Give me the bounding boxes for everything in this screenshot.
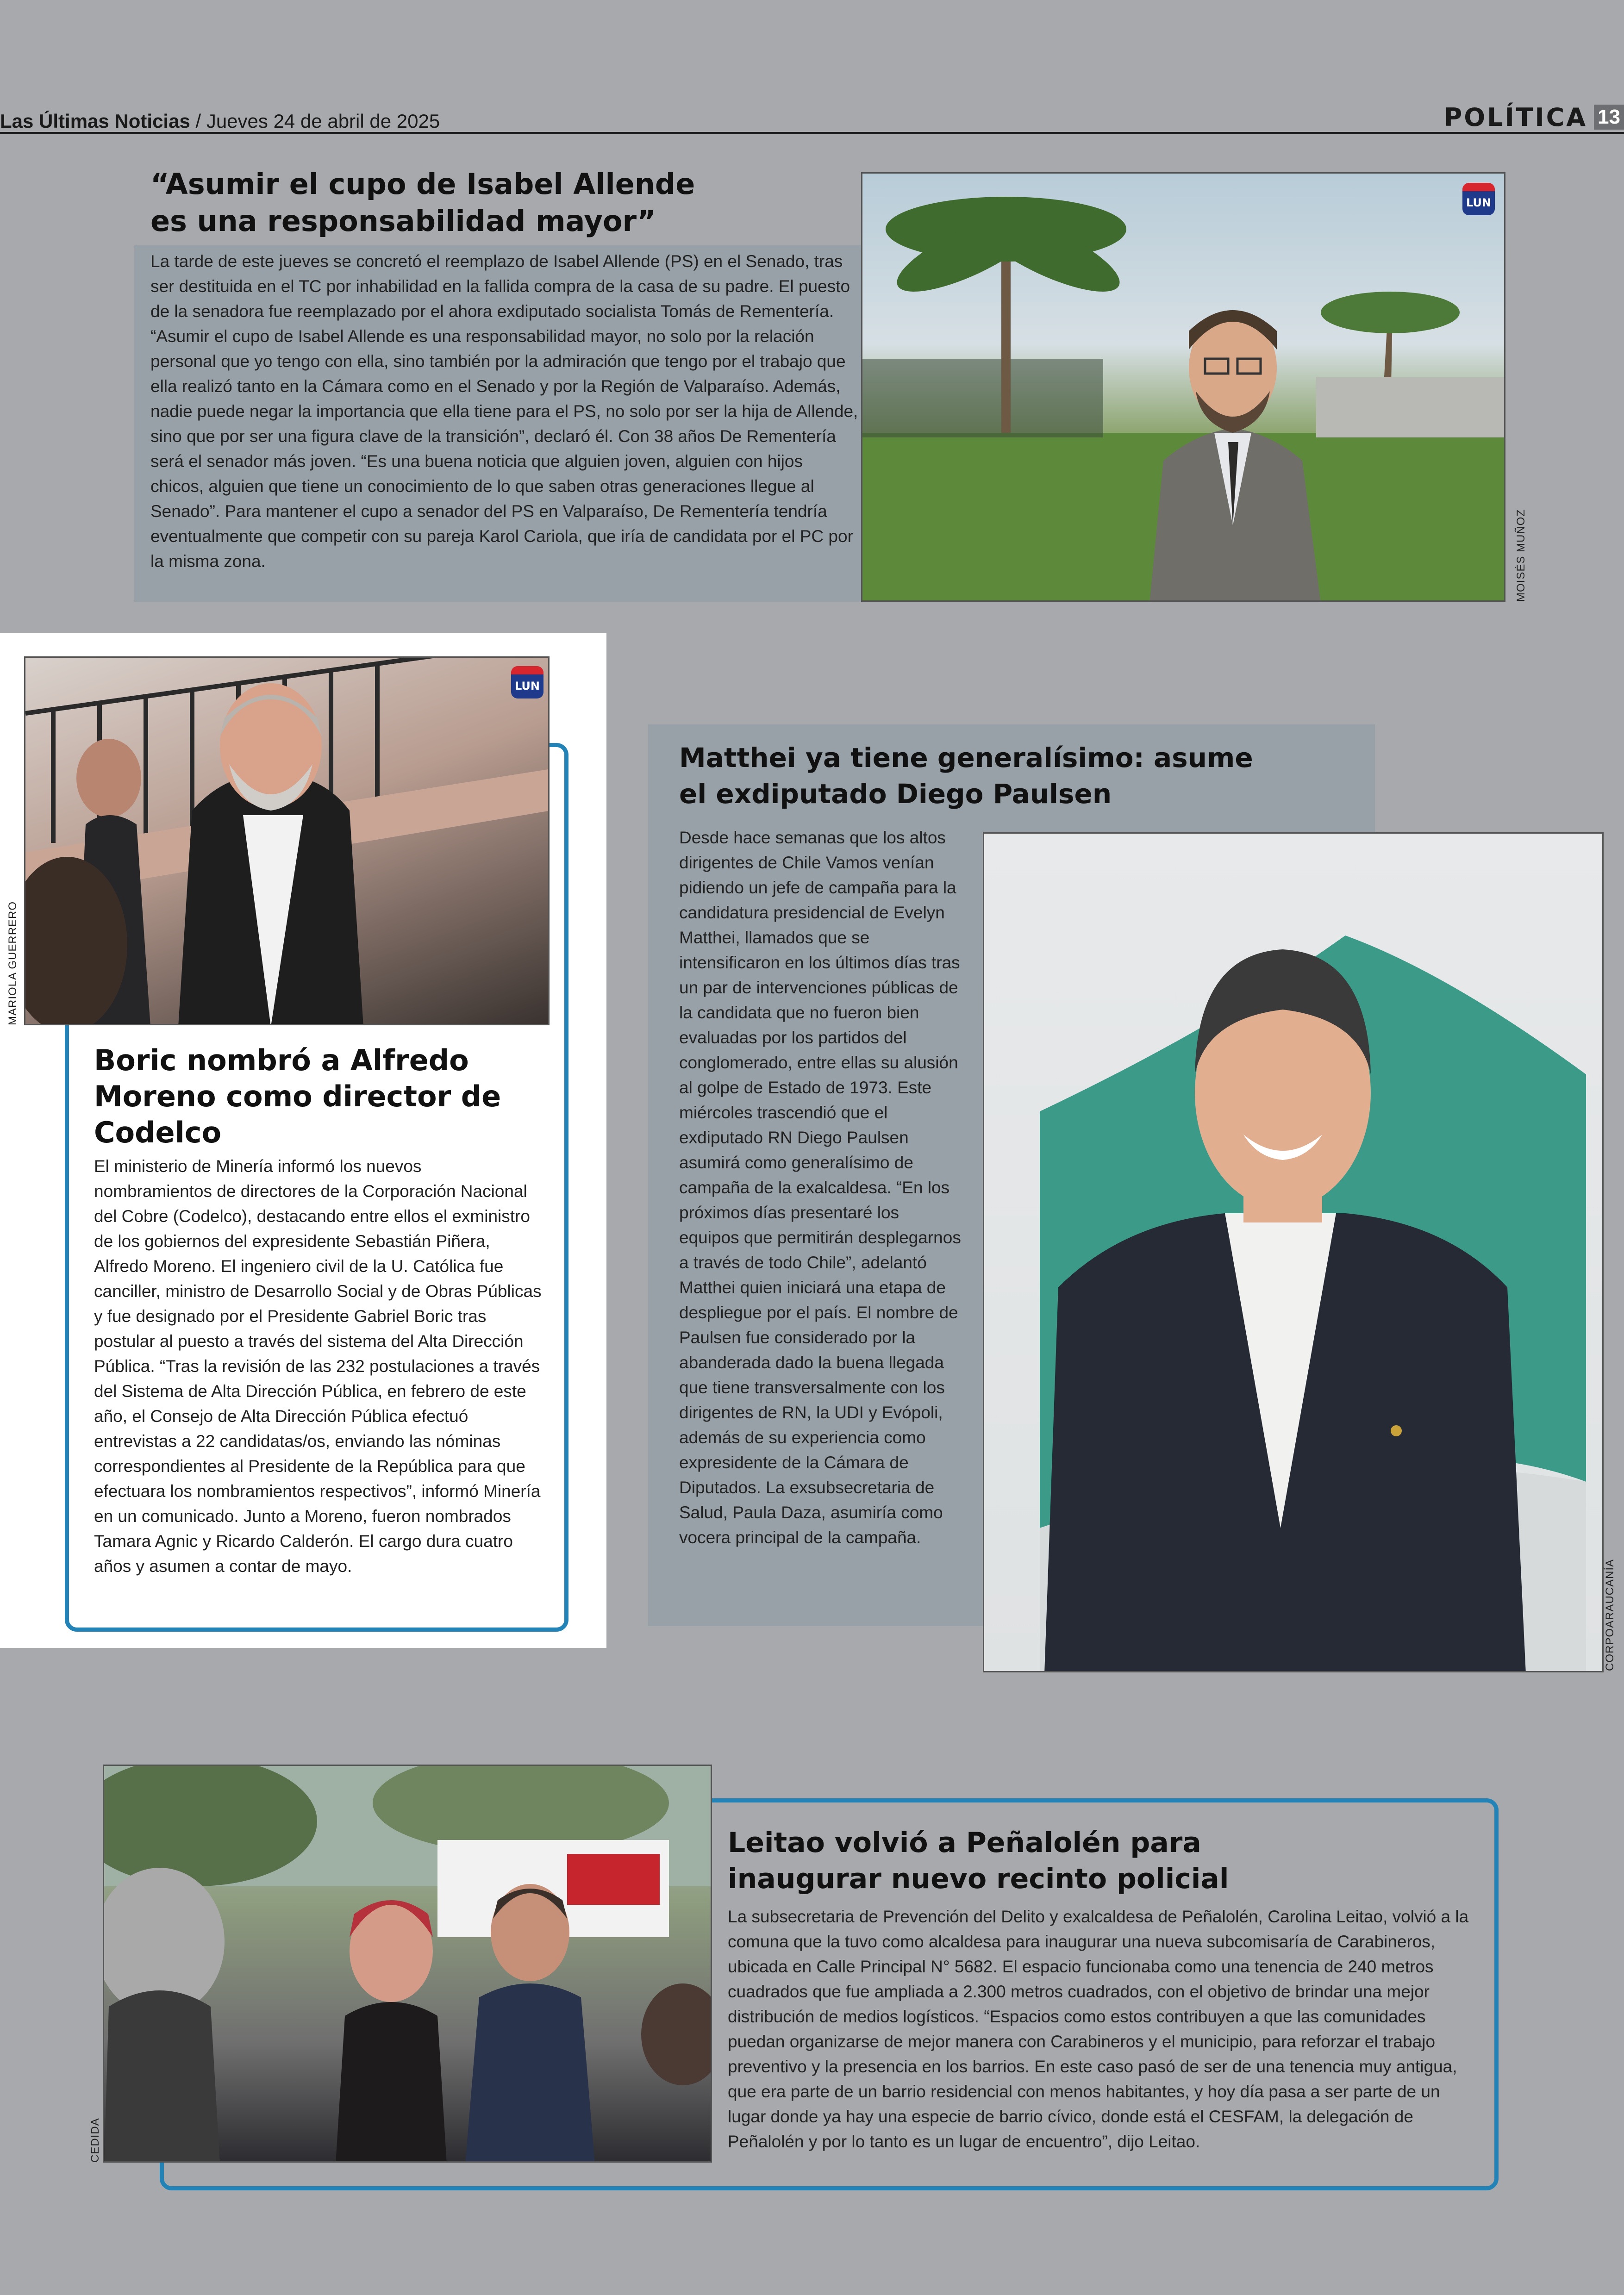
moreno-photo-illustration: [25, 658, 550, 1025]
story-leitao-body: La subsecretaria de Prevención del Delito y exalcaldesa de Peñalolén, Carolina Leitao, volvió a la comuna que la tuvo como alcaldesa para inaugurar una nueva subcomisaría de Carabineros, ubicada en Calle Principal N° 5682. El espacio funcionaba como una tenencia de 240 metros cuadrados que fue ampliada a 2.300 metros cuadrados, con el objetivo de brindar una mejor distribución de medios logísticos. “Espacios como estos contribuyen a que las comunidades puedan organizarse de mejor manera con Carabineros y el municipio, para reforzar el trabajo preventivo y la presencia en los barrios. En este caso pasó de ser de una tenencia muy antigua, que era parte de un barrio residencial con menos habitantes, y hoy día pasa a ser parte de un lugar donde ya hay una especie de barrio cívico, donde está el CESFAM, la delegación de Peñalolén y por lo tanto es un lugar de encuentro”, dijo Leitao.: [728, 1907, 1469, 2151]
story-allende-body: La tarde de este jueves se concretó el reemplazo de Isabel Allende (PS) en el Senado, tras ser destituida en el TC por inhabilidad en la fallida compra de la casa de su padre. El puesto de la senadora fue reemplazado por el ahora exdiputado socialista Tomás de Rementería. “Asumir el cupo de Isabel Allende es una responsabilidad mayor, no solo por la relación personal que yo tengo con ella, sino también por la admiración que tengo por el trabajo que ella realizó tanto en la Cámara como en el Senado y por la Región de Valparaíso. Además, nadie puede negar la importancia que ella tiene para el PS, no solo por ser la hija de Allende, sino que por ser una figura clave de la transición”, declaró él. Con 38 años De Rementería será el senador más joven. “Es una buena noticia que alguien joven, alguien con hijos chicos, alguien que tiene un conocimiento de lo que saben otras generaciones llegue al Senado”. Para mantener el cupo a senador del PS en Valparaíso, De Rementería tendría eventualmente que competir con su pareja Karol Cariola, que iría de candidata por el PC por la misma zona.: [150, 252, 858, 571]
story-moreno-headline-line2: Moreno como director de: [94, 1079, 501, 1113]
story-moreno-headline-line3: Codelco: [94, 1116, 222, 1149]
masthead-separator: /: [190, 110, 206, 132]
story-allende-headline: [150, 166, 845, 240]
publication-name: Las Últimas Noticias: [0, 110, 190, 132]
story-moreno-headline-line1: Boric nombró a Alfredo: [94, 1043, 469, 1077]
story-paulsen-headline-line2: el exdiputado Diego Paulsen: [679, 778, 1112, 810]
story-leitao-headline: [728, 1825, 1468, 1897]
story-moreno-photo: [24, 656, 550, 1025]
masthead: [0, 109, 440, 133]
paulsen-portrait-illustration: [984, 834, 1604, 1672]
story-paulsen-photo-credit: CORPOARAUCANÍA: [1604, 1559, 1616, 1671]
story-moreno-body: El ministerio de Minería informó los nuevos nombramientos de directores de la Corporación Nacional del Cobre (Codelco), destacando entre ellos el exministro de los gobiernos del expresidente Sebastián Piñera, Alfredo Moreno. El ingeniero civil de la U. Católica fue canciller, ministro de Desarrollo Social y de Obras Públicas y fue designado por el Presidente Gabriel Boric tras postular al puesto a través del sistema del Alta Dirección Pública. “Tras la revisión de las 232 postulaciones a través del Sistema de Alta Dirección Pública, en febrero de este año, el Consejo de Alta Dirección Pública efectuó entrevistas a 22 candidatas/os, enviando las nóminas correspondientes al Presidente de la República para que efectuara los nombramientos respectivos”, informó Minería en un comunicado. Junto a Moreno, fueron nombrados Tamara Agnic y Ricardo Calderón. El cargo dura cuatro años y asumen a contar de mayo.: [94, 1157, 542, 1576]
story-allende-photo-credit: MOISÉS MUÑOZ: [1515, 509, 1527, 602]
story-allende-photo: [861, 172, 1505, 602]
story-moreno-photo-credit: MARIOLA GUERRERO: [6, 901, 19, 1025]
story-leitao-headline-line1: Leitao volvió a Peñalolén para: [728, 1827, 1201, 1859]
issue-date: Jueves 24 de abril de 2025: [206, 110, 440, 132]
section-name: POLÍTICA: [1443, 102, 1588, 132]
section-header: [1444, 104, 1624, 131]
story-paulsen-body: Desde hace semanas que los altos dirigentes de Chile Vamos venían pidiendo un jefe de campaña para la candidatura presidencial de Evelyn Matthei, llamados que se intensificaron en los últimos días tras un par de intervenciones públicas de la candidata que no fueron bien evaluadas por los partidos del conglomerado, entre ellas su alusión al golpe de Estado de 1973. Este miércoles trascendió que el exdiputado RN Diego Paulsen asumirá como generalísimo de campaña de la exalcaldesa. “En los próximos días presentaré los equipos que permitirán desplegarnos a través de todo Chile”, adelantó Matthei quien iniciará una etapa de despliegue por el país. El nombre de Paulsen fue considerado por la abanderada dado la buena llegada que tiene transversalmente con los dirigentes de RN, la UDI y Evópoli, además de su experiencia como expresidente de la Cámara de Diputados. La exsubsecretaria de Salud, Paula Daza, asumiría como vocera principal de la campaña.: [679, 828, 961, 1547]
story-leitao-photo: [103, 1765, 712, 2163]
story-allende-headline-line1: “Asumir el cupo de Isabel Allende: [150, 167, 695, 201]
story-leitao-headline-line2: inaugurar nuevo recinto policial: [728, 1863, 1229, 1895]
page-number: 13: [1594, 105, 1624, 130]
story-paulsen-headline: [679, 740, 1364, 812]
story-allende-headline-line2: es una responsabilidad mayor”: [150, 204, 656, 238]
story-moreno-headline: [94, 1042, 557, 1151]
story-paulsen-headline-line1: Matthei ya tiene generalísimo: asume: [679, 742, 1253, 773]
lun-badge-icon: LUN: [1462, 183, 1495, 215]
rementeria-portrait-illustration: [862, 174, 1505, 602]
header-rule: [0, 132, 1624, 134]
leitao-photo-illustration: [104, 1766, 712, 2163]
story-paulsen-photo: [983, 832, 1604, 1672]
lun-badge-icon: LUN: [511, 666, 543, 698]
story-leitao-photo-credit: CEDIDA: [89, 2118, 101, 2163]
